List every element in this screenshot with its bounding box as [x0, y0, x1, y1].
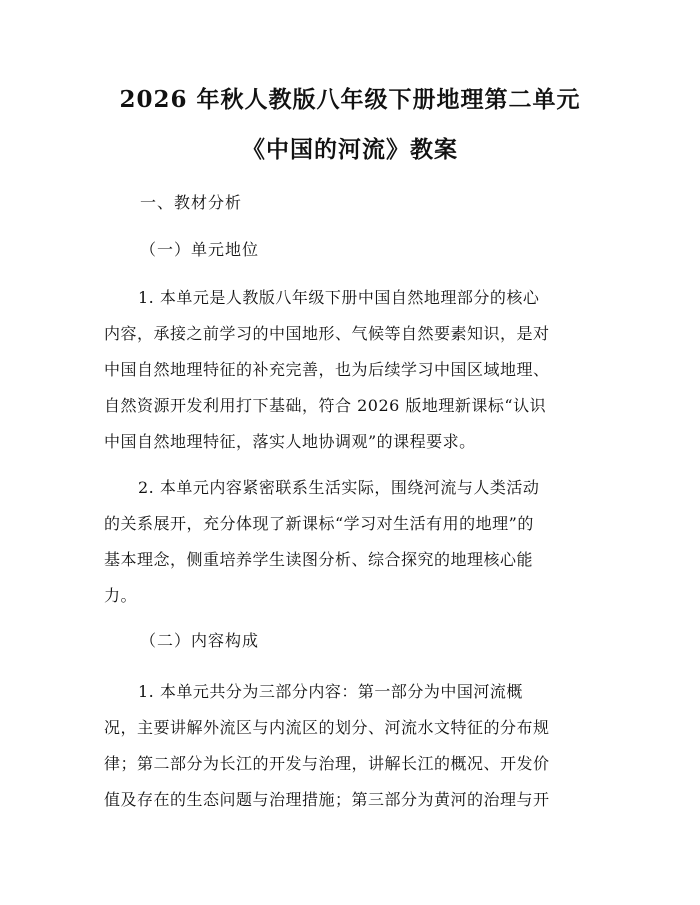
paragraph-line: 况，主要讲解外流区与内流区的划分、河流水文特征的分布规	[104, 718, 550, 737]
paragraph-unit-position-1	[104, 280, 606, 460]
paragraph-line: 中国自然地理特征，落实人地协调观”的课程要求。	[104, 432, 476, 451]
paragraph-line: 中国自然地理特征的补充完善，也为后续学习中国区域地理、	[104, 360, 550, 379]
section-heading-textbook-analysis: 一、教材分析	[140, 193, 243, 212]
paragraph-line: 1. 本单元共分为三部分内容：第一部分为中国河流概	[138, 682, 523, 701]
subsection-heading-unit-position: （一）单元地位	[140, 240, 260, 259]
paragraph-line: 力。	[104, 586, 138, 605]
paragraph-line: 基本理念，侧重培养学生读图分析、综合探究的地理核心能	[104, 550, 534, 569]
paragraph-line: 2. 本单元内容紧密联系生活实际，围绕河流与人类活动	[138, 478, 540, 497]
paragraph-line: 1. 本单元是人教版八年级下册中国自然地理部分的核心	[138, 288, 540, 307]
paragraph-line: 值及存在的生态问题与治理措施；第三部分为黄河的治理与开	[104, 790, 550, 809]
paragraph-line: 律；第二部分为长江的开发与治理，讲解长江的概况、开发价	[104, 754, 550, 773]
paragraph-unit-position-2	[104, 470, 606, 614]
paragraph-line: 内容，承接之前学习的中国地形、气候等自然要素知识，是对	[104, 324, 550, 343]
paragraph-content-structure-1	[104, 674, 606, 818]
paragraph-line: 自然资源开发利用打下基础，符合 2026 版地理新课标“认识	[104, 396, 547, 415]
document-title-line-2: 《中国的河流》教案	[242, 136, 458, 163]
document-title-line-1: 2026 年秋人教版八年级下册地理第二单元	[119, 86, 581, 113]
paragraph-line: 的关系展开，充分体现了新课标“学习对生活有用的地理”的	[104, 514, 534, 533]
subsection-heading-content-structure: （二）内容构成	[140, 631, 260, 650]
